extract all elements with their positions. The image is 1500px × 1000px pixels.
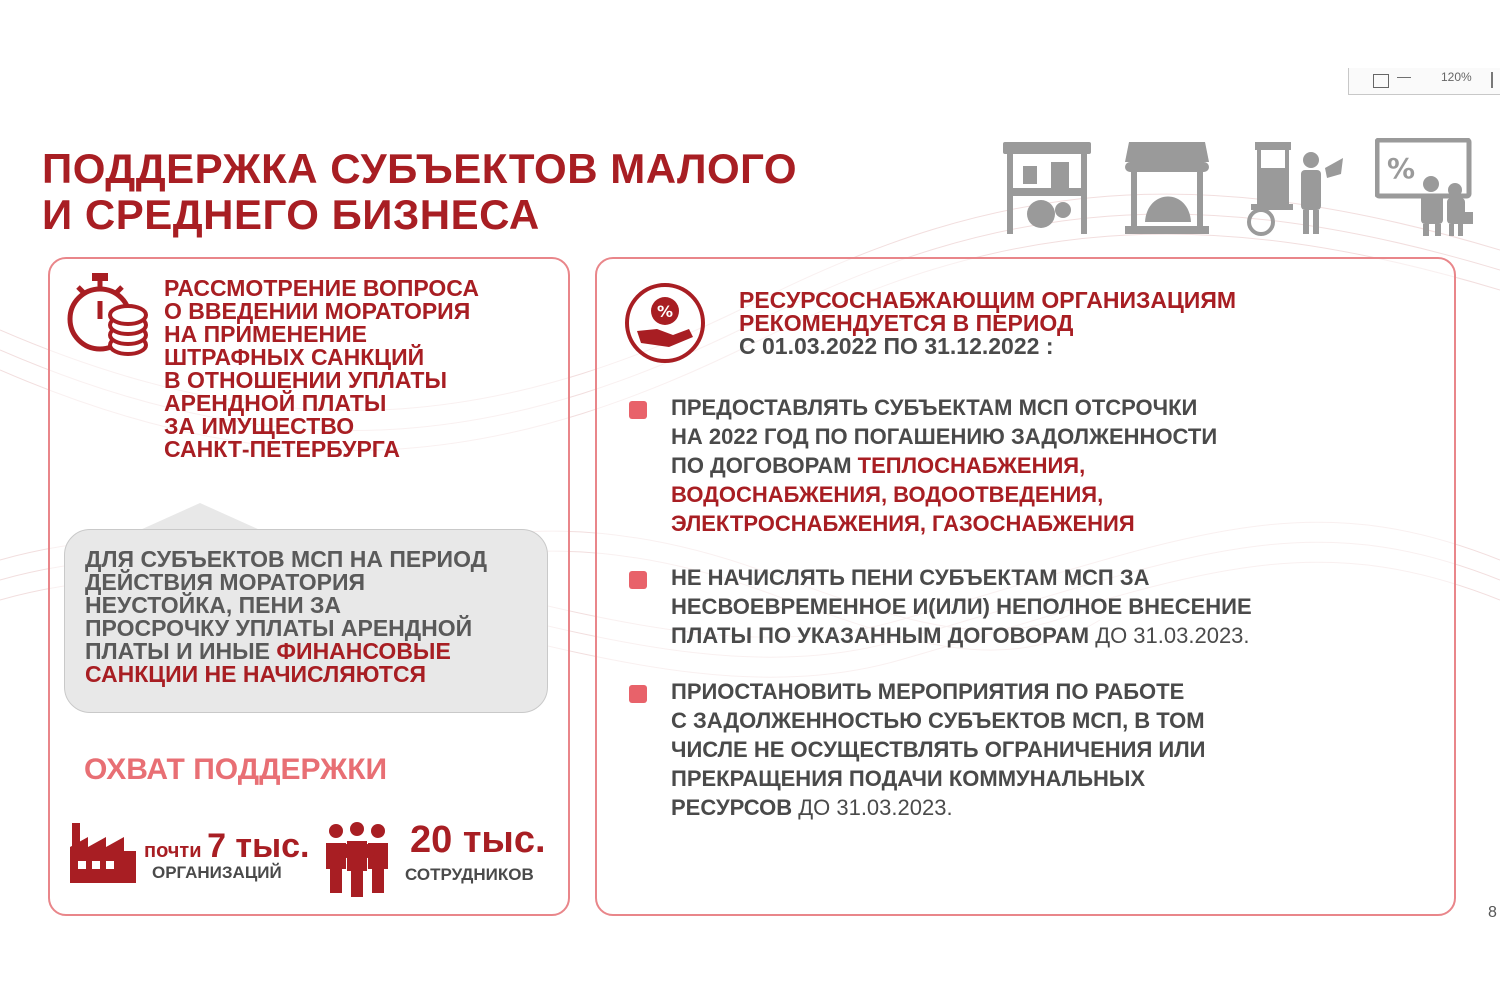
recommendation-accent-line: ВОДОСНАБЖЕНИЯ, ВОДООТВЕДЕНИЯ, <box>671 482 1104 507</box>
recommendation-line <box>671 793 1205 822</box>
moratorium-panel <box>48 257 570 916</box>
bullet-square-icon <box>629 401 647 419</box>
recommendation-text <box>671 677 1205 822</box>
recommendation-accent-line: ЭЛЕКТРОСНАБЖЕНИЯ, ГАЗОСНАБЖЕНИЯ <box>671 511 1135 536</box>
moratorium-heading-line: ШТРАФНЫХ САНКЦИЙ <box>164 344 425 370</box>
recommendation-line-text: РЕСУРСОВ <box>671 795 799 820</box>
utilities-heading-line: РЕСУРСОСНАБЖАЮЩИМ ОРГАНИЗАЦИЯМ <box>739 287 1237 313</box>
recommendation-line: НА 2022 ГОД ПО ПОГАШЕНИЮ ЗАДОЛЖЕННОСТИ <box>671 424 1218 449</box>
moratorium-heading-line: САНКТ-ПЕТЕРБУРГА <box>164 436 400 462</box>
recommendation-deadline: ДО 31.03.2023. <box>798 795 953 820</box>
svg-text:%: % <box>1387 152 1416 185</box>
stopwatch-coins-icon <box>64 269 152 363</box>
svg-text:%: % <box>657 302 674 321</box>
recommendation-line: ЧИСЛЕ НЕ ОСУЩЕСТВЛЯТЬ ОГРАНИЧЕНИЯ ИЛИ <box>671 737 1206 762</box>
recommendation-line: С ЗАДОЛЖЕННОСТЬЮ СУБЪЕКТОВ МСП, В ТОМ <box>671 708 1205 733</box>
bullet-square-icon <box>629 571 647 589</box>
bubble-line: ДЕЙСТВИЯ МОРАТОРИЯ <box>85 569 366 595</box>
recommendation-line: ПРЕДОСТАВЛЯТЬ СУБЪЕКТАМ МСП ОТСРОЧКИ <box>671 395 1198 420</box>
zoom-level[interactable]: 120% <box>1441 70 1472 84</box>
recommendation-line: НЕСВОЕВРЕМЕННОЕ И(ИЛИ) НЕПОЛНОЕ ВНЕСЕНИЕ <box>671 594 1252 619</box>
page-number: 8 <box>1488 904 1497 921</box>
page-title-line-2: И СРЕДНЕГО БИЗНЕСА <box>42 191 540 238</box>
page-title <box>42 146 797 238</box>
utilities-period: С 01.03.2022 ПО 31.12.2022 : <box>739 333 1054 359</box>
organizations-stat <box>144 827 309 866</box>
recommendation-line <box>671 621 1252 650</box>
moratorium-heading-line: ЗА ИМУЩЕСТВО <box>164 413 355 439</box>
moratorium-heading-line: НА ПРИМЕНЕНИЕ <box>164 321 367 347</box>
bubble-line: ДЛЯ СУБЪЕКТОВ МСП НА ПЕРИОД <box>85 546 488 572</box>
market-stall-icon <box>1001 138 1093 236</box>
bubble-text <box>85 548 487 686</box>
moratorium-heading-line: АРЕНДНОЙ ПЛАТЫ <box>164 390 387 416</box>
organizations-value: 7 тыс. <box>207 827 310 865</box>
utilities-panel <box>595 257 1456 916</box>
factory-icon <box>68 817 138 883</box>
speech-bubble-tail <box>140 503 260 530</box>
viewer-toolbar-fragment <box>1348 68 1500 95</box>
utilities-heading-line: РЕКОМЕНДУЕТСЯ В ПЕРИОД <box>739 310 1074 336</box>
bubble-line-text: ПЛАТЫ И ИНЫЕ <box>85 638 277 664</box>
moratorium-heading-line: О ВВЕДЕНИИ МОРАТОРИЯ <box>164 298 471 324</box>
shop-front-icon <box>1123 138 1211 236</box>
utilities-heading <box>739 289 1236 358</box>
recommendation-accent-text: ТЕПЛОСНАБЖЕНИЯ, <box>857 453 1086 478</box>
speech-bubble <box>64 529 548 713</box>
organizations-caption: ОРГАНИЗАЦИЙ <box>152 863 282 882</box>
people-group-icon <box>322 821 392 897</box>
moratorium-heading <box>164 277 544 461</box>
bullet-square-icon <box>629 685 647 703</box>
header-icons <box>995 138 1485 238</box>
organizations-prefix: почти <box>144 840 208 862</box>
employees-value: 20 тыс. <box>410 819 546 861</box>
bubble-line: НЕУСТОЙКА, ПЕНИ ЗА <box>85 592 342 618</box>
discount-board-icon <box>1375 138 1475 236</box>
recommendation-line <box>671 451 1217 480</box>
moratorium-heading-line: В ОТНОШЕНИИ УПЛАТЫ <box>164 367 447 393</box>
recommendation-line-text: ПЛАТЫ ПО УКАЗАННЫМ ДОГОВОРАМ <box>671 623 1096 648</box>
recommendation-text <box>671 563 1252 650</box>
recommendation-text <box>671 393 1217 538</box>
bubble-line <box>85 640 487 663</box>
percent-hand-icon <box>623 281 707 365</box>
recommendation-line: НЕ НАЧИСЛЯТЬ ПЕНИ СУБЪЕКТАМ МСП ЗА <box>671 565 1150 590</box>
page-title-line-1: ПОДДЕРЖКА СУБЪЕКТОВ МАЛОГО <box>42 145 798 192</box>
fit-page-icon[interactable] <box>1373 74 1389 88</box>
toolbar-divider <box>1491 72 1493 88</box>
recommendation-line: ПРИОСТАНОВИТЬ МЕРОПРИЯТИЯ ПО РАБОТЕ <box>671 679 1185 704</box>
employees-caption: СОТРУДНИКОВ <box>405 865 534 884</box>
bubble-accent-text: ФИНАНСОВЫЕ <box>276 638 451 664</box>
zoom-out-icon[interactable]: — <box>1397 68 1411 84</box>
street-vendor-icon <box>1247 138 1347 236</box>
coverage-title: ОХВАТ ПОДДЕРЖКИ <box>84 753 388 786</box>
bubble-line: ПРОСРОЧКУ УПЛАТЫ АРЕНДНОЙ <box>85 615 473 641</box>
bubble-accent-line: САНКЦИИ НЕ НАЧИСЛЯЮТСЯ <box>85 661 427 687</box>
recommendation-line-text: ПО ДОГОВОРАМ <box>671 453 858 478</box>
moratorium-heading-line: РАССМОТРЕНИЕ ВОПРОСА <box>164 275 479 301</box>
recommendation-line: ПРЕКРАЩЕНИЯ ПОДАЧИ КОММУНАЛЬНЫХ <box>671 766 1146 791</box>
recommendation-deadline: ДО 31.03.2023. <box>1095 623 1250 648</box>
